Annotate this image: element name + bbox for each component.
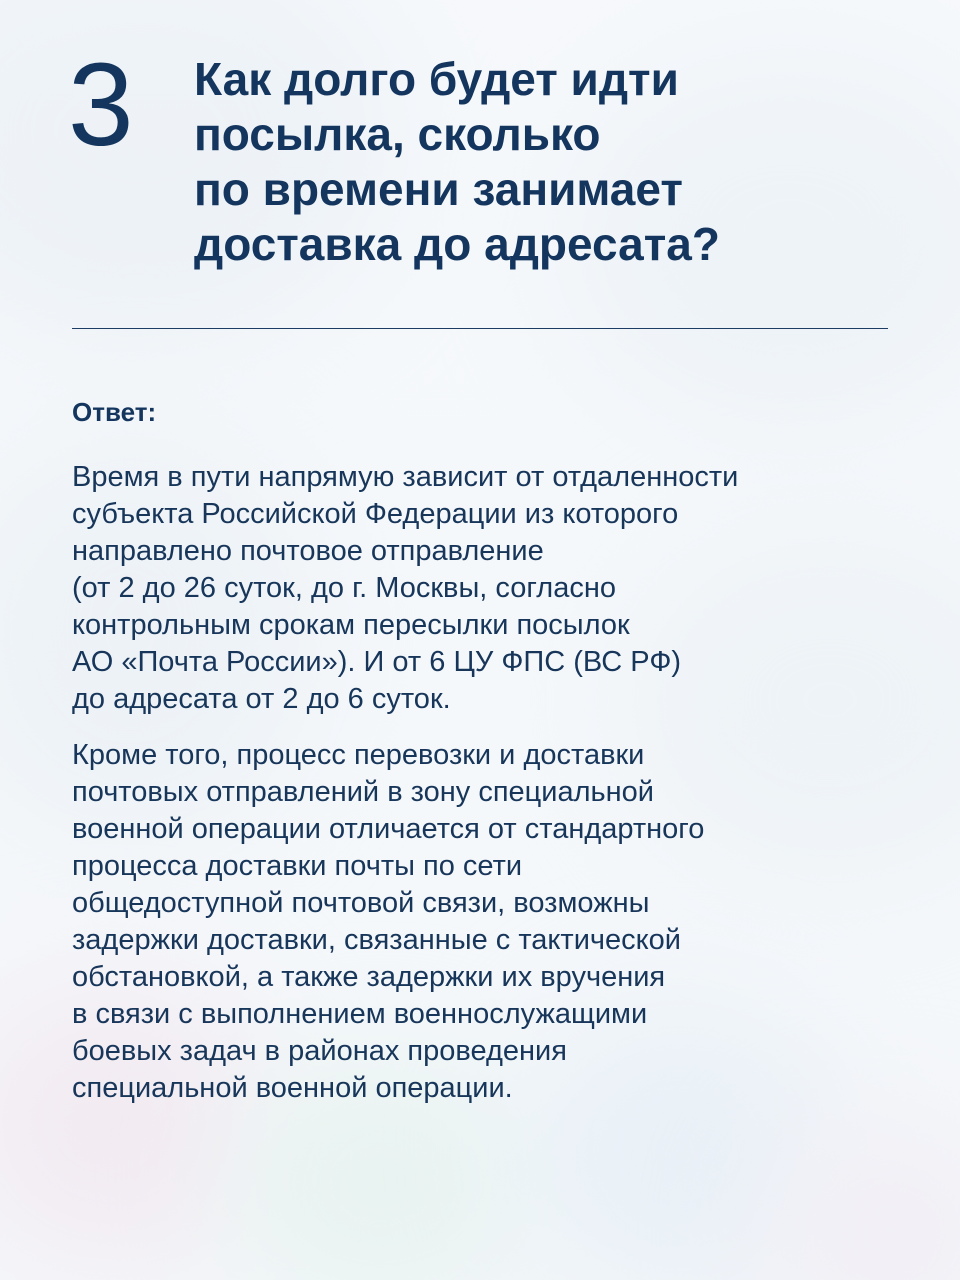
answer-label: Ответ: <box>72 397 157 427</box>
answer-paragraph-2: Кроме того, процесс перевозки и доставки почтовых отправлений в зону специальной военной операции отличается от стандартного процесса доставки почты по сети общедоступной почтовой связи, возможны задержки доставки, связанные с тактической обстановкой, а также задержки их вручения в связи с выполнением военнослужащими боевых задач в районах проведения специальной военной операции. <box>72 739 705 1104</box>
question-title: Как долго будет идти посылка, сколько по времени занимает доставка до адресата? <box>194 53 720 270</box>
question-number: 3 <box>68 39 132 171</box>
divider <box>72 328 888 329</box>
answer-paragraph-1: Время в пути напрямую зависит от отдаленности субъекта Российской Федерации из которого направлено почтовое отправление (от 2 до 26 суток, до г. Москвы, согласно контрольным срокам пересылки посылок АО «Почта России»). И от 6 ЦУ ФПС (ВС РФ) до адресата от 2 до 6 суток. <box>72 461 739 715</box>
